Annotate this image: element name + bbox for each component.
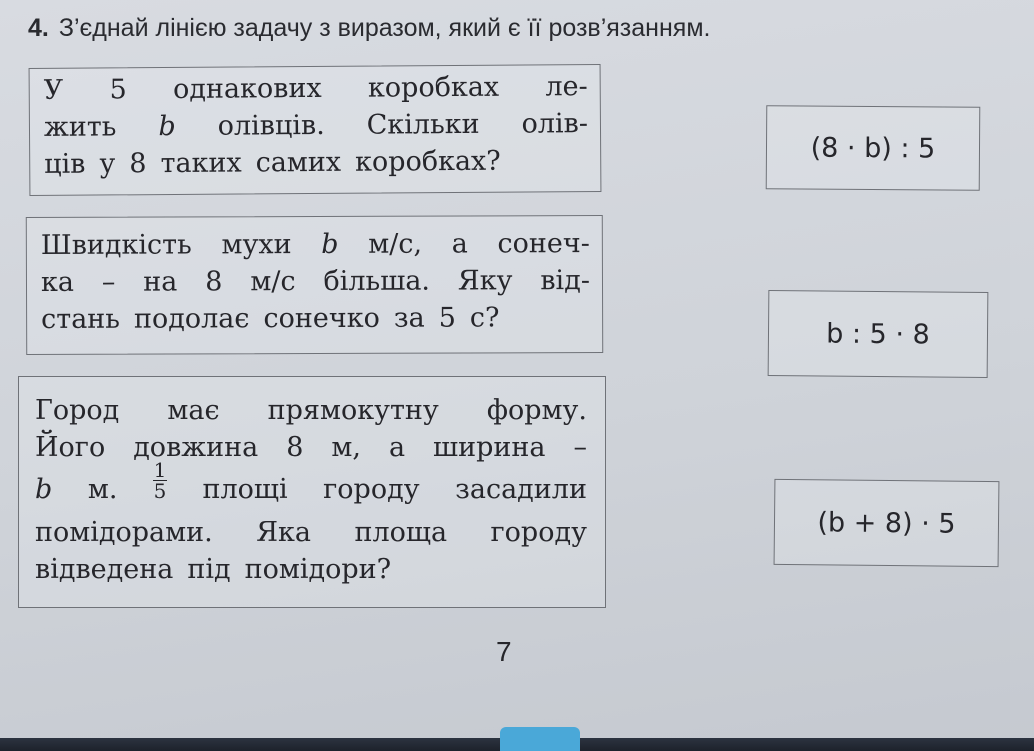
problem-word: стань: [41, 303, 121, 335]
problem-card-3[interactable]: [18, 376, 606, 608]
expression-3: (b + 8) · 5: [817, 506, 956, 540]
problem-word: більша.: [323, 265, 431, 297]
problem-word: за: [393, 302, 425, 334]
problem-word: городу: [323, 474, 420, 505]
problem-word: помідорами.: [35, 517, 213, 548]
problem-word: засадили: [455, 474, 587, 505]
problem-word: подолає: [133, 303, 250, 335]
problem-word: жить: [43, 111, 117, 143]
problem-word: Його: [35, 432, 106, 463]
variable-b: b: [321, 228, 339, 260]
problem-3-line-5: [35, 551, 587, 588]
problem-2-line-3: [41, 299, 590, 338]
problem-1-line-2: [44, 105, 588, 146]
problem-word: Город: [35, 395, 120, 426]
problem-word: від-: [540, 265, 590, 297]
task-header: [28, 14, 988, 43]
problem-word: ка: [40, 266, 75, 298]
problem-word: Скільки: [366, 108, 480, 141]
problem-word: ців: [44, 148, 86, 180]
problem-word: прямокутну: [267, 395, 439, 426]
page-number: 7: [496, 636, 512, 667]
problem-word: таких: [160, 147, 242, 180]
problem-word: ле-: [545, 71, 588, 103]
problem-1-line-1: [44, 68, 588, 109]
problem-word: Швидкість: [40, 229, 192, 261]
problem-3-line-3: [35, 458, 587, 514]
fraction-numerator: 1: [153, 458, 167, 482]
variable-b: b: [35, 474, 53, 505]
problem-word: має: [167, 395, 220, 426]
problem-word: однакових: [172, 72, 322, 105]
problem-word: 5: [438, 302, 456, 334]
problem-word: у: [99, 148, 116, 180]
problem-word: Яка: [256, 517, 311, 548]
blue-clip: [500, 727, 580, 751]
problem-word: площі: [202, 474, 288, 505]
problem-word: коробках?: [354, 145, 501, 178]
problem-word: ширина: [433, 432, 546, 463]
expression-2: b : 5 · 8: [826, 318, 930, 350]
expression-1: (8 · b) : 5: [810, 132, 936, 164]
problem-word: 8: [286, 432, 304, 463]
problem-word: с?: [469, 302, 500, 334]
problem-word: коробках: [367, 71, 500, 104]
problem-word: сонечко: [263, 302, 380, 335]
problem-2-line-2: [41, 262, 590, 301]
problem-word: відведена: [35, 554, 174, 585]
problem-card-1[interactable]: [29, 64, 602, 196]
problem-word: олівців.: [217, 109, 325, 142]
problem-word: довжина: [133, 432, 259, 463]
problem-word: м.: [87, 474, 118, 505]
problem-word: городу: [490, 517, 587, 548]
problem-word: м/с: [250, 266, 296, 298]
task-number: 4.: [28, 14, 49, 42]
variable-b: b: [158, 110, 176, 143]
problem-word: сонеч-: [497, 228, 590, 260]
problem-2-line-1: [41, 225, 590, 264]
problem-word: під: [187, 554, 231, 585]
expression-card-1[interactable]: [766, 105, 981, 190]
problem-word: самих: [255, 146, 342, 179]
task-instruction: З’єднай лінією задачу з виразом, який є її розв’язанням.: [58, 14, 711, 42]
problem-3-line-1: [35, 392, 587, 429]
expression-card-2[interactable]: [768, 290, 989, 378]
problem-word: 8: [205, 266, 223, 298]
problem-word: на: [143, 266, 178, 298]
problem-1-line-3: [44, 142, 588, 183]
problem-card-2[interactable]: [26, 215, 603, 355]
expression-card-3[interactable]: [774, 479, 1000, 567]
problem-word: а: [388, 432, 406, 463]
problem-word: форму.: [486, 395, 587, 426]
problem-word: олів-: [521, 108, 589, 140]
problem-word: 5: [109, 74, 127, 106]
problem-word: помідори?: [244, 554, 392, 585]
problem-word: –: [101, 266, 116, 298]
problem-word: м,: [331, 432, 361, 463]
problem-word: площа: [354, 517, 448, 548]
problem-word: а: [451, 228, 468, 260]
problem-word: Яку: [457, 265, 513, 297]
problem-word: 8: [129, 148, 147, 180]
fraction-denominator: 5: [153, 479, 167, 503]
problem-3-line-2: [35, 429, 587, 466]
problem-word: м/с,: [368, 228, 423, 260]
problem-3-line-4: [35, 514, 587, 551]
problem-word: –: [573, 432, 587, 463]
problem-word: мухи: [221, 229, 292, 261]
fraction-one-fifth: [153, 460, 167, 520]
problem-word: У: [43, 74, 64, 106]
